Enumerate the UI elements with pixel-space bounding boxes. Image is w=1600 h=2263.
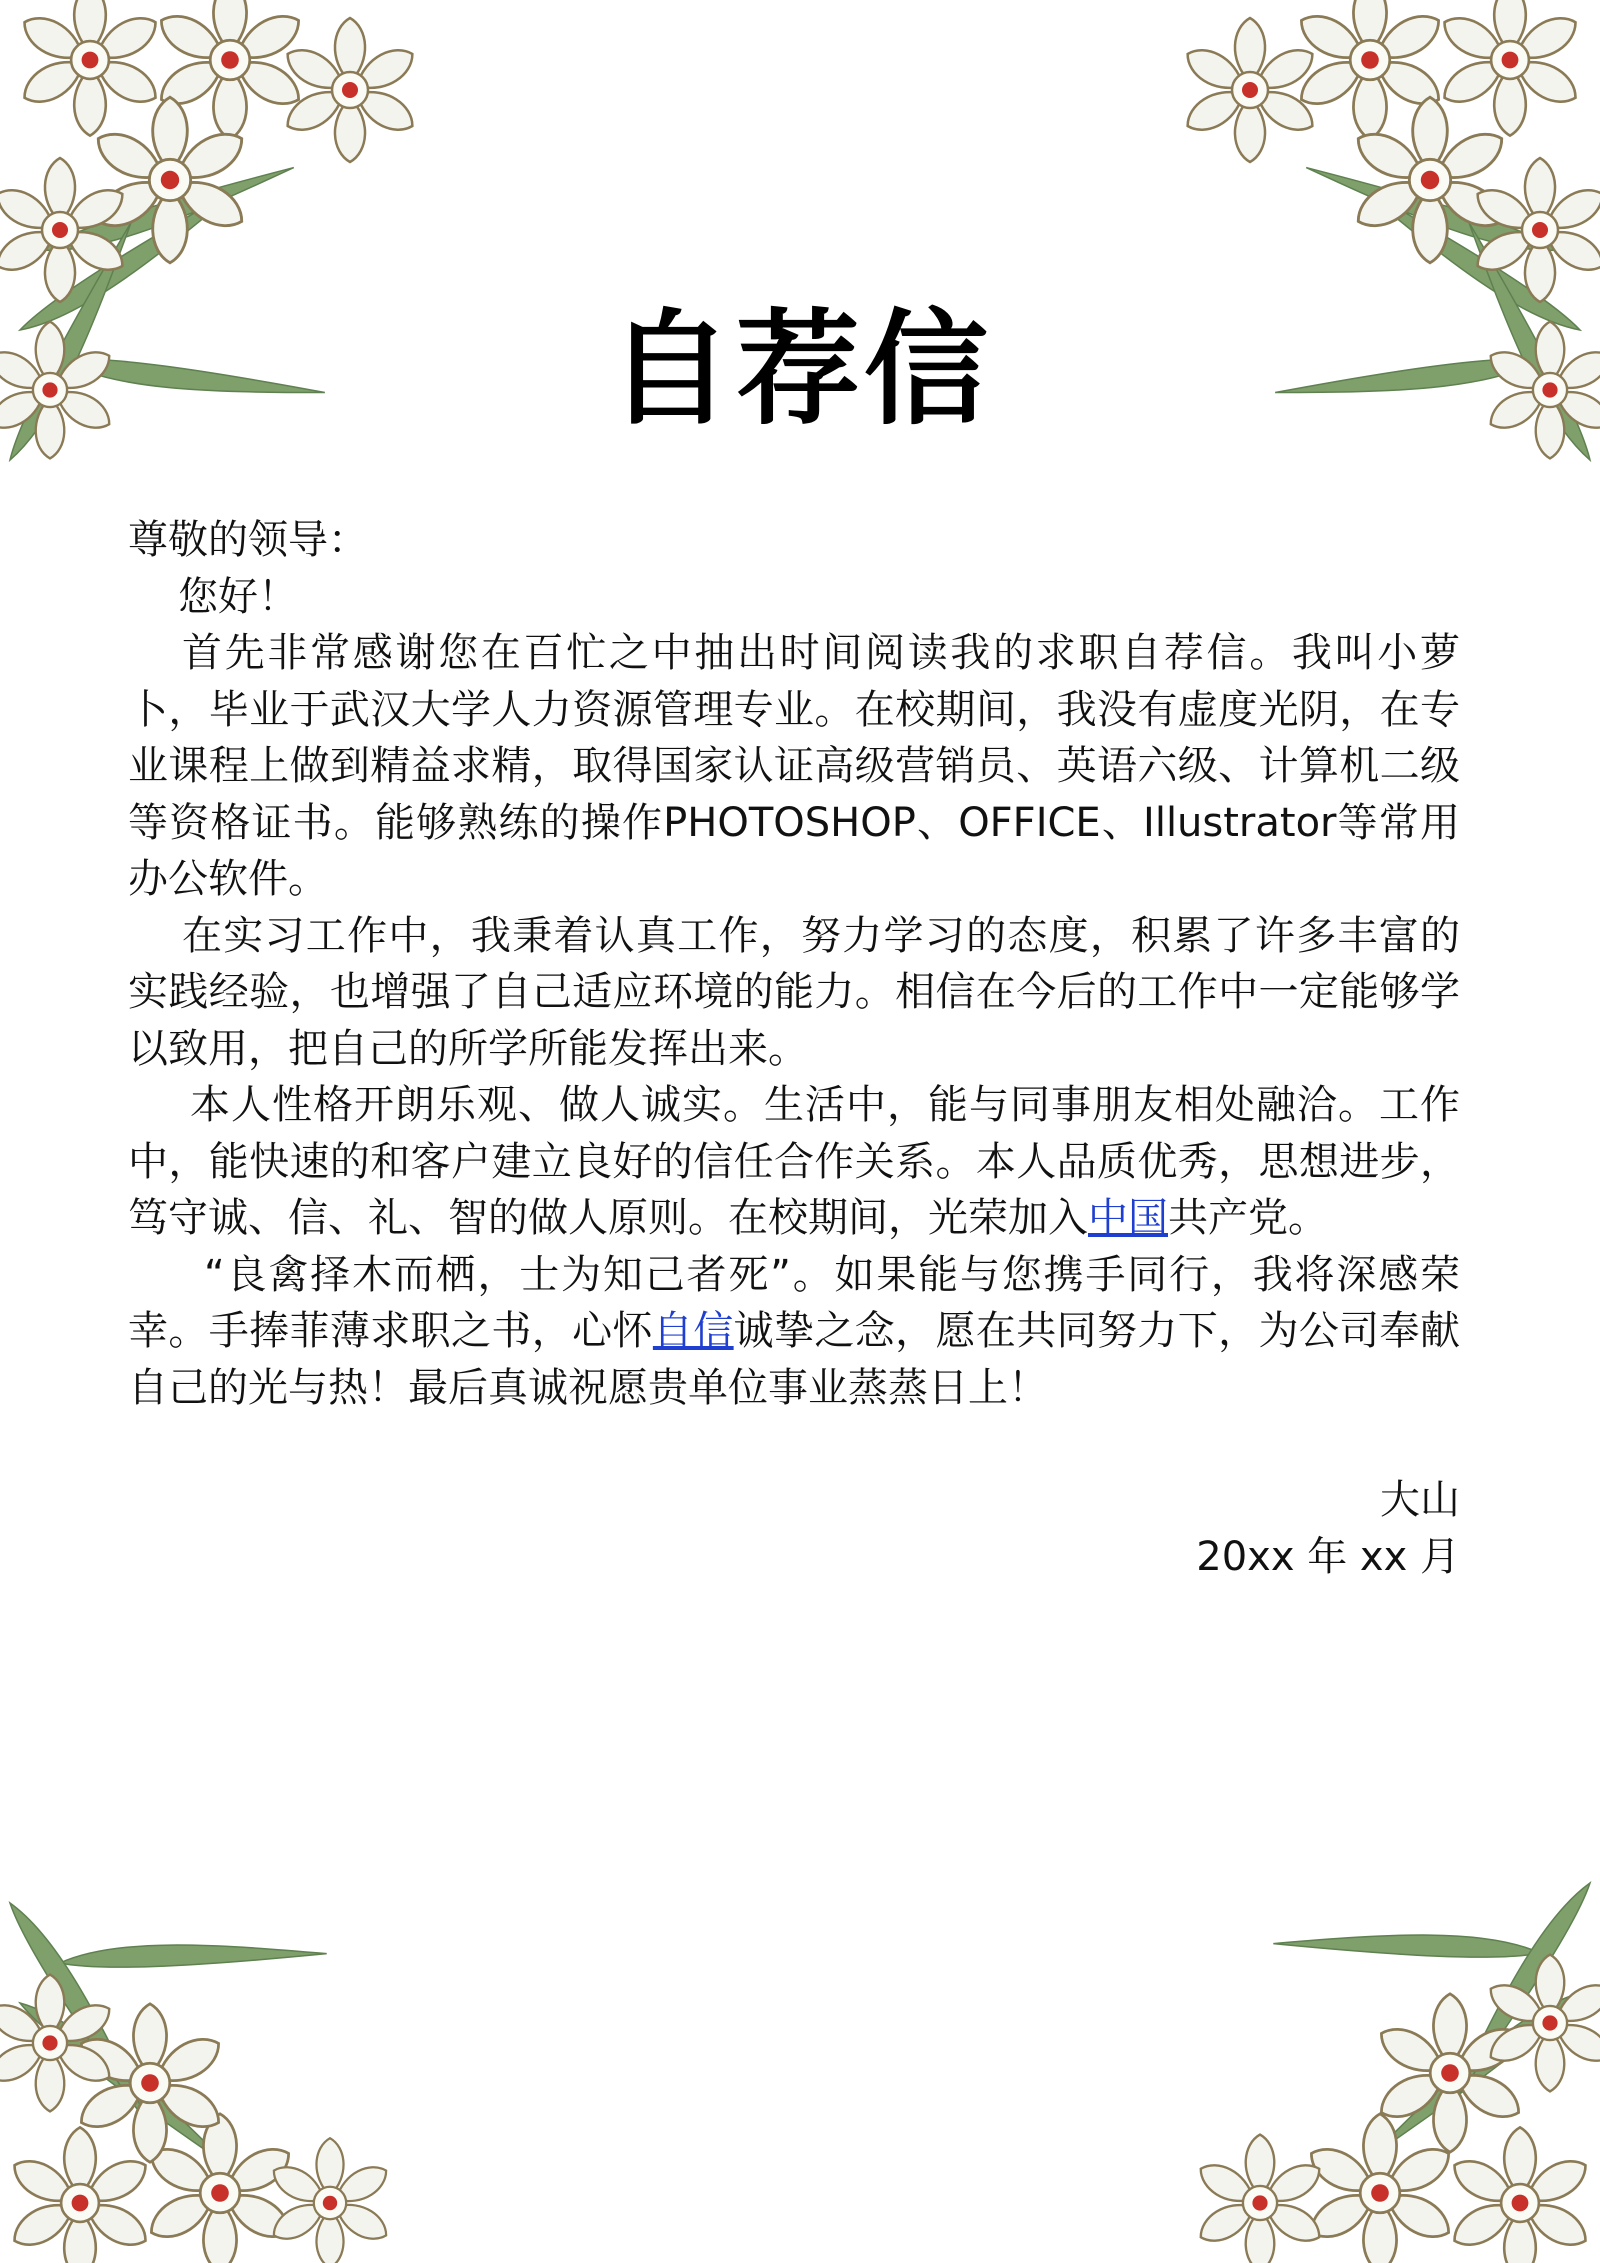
- paragraph-character: [128, 1077, 1460, 1247]
- letter-body: [128, 512, 1460, 1416]
- paragraph-closing-text: “良禽择木而栖，士为知己者死”。如果能与您携手同行，我将深感荣幸。手捧菲薄求职之书，心怀: [128, 1251, 1460, 1354]
- paragraph-closing: [128, 1247, 1460, 1417]
- link-zhongguo[interactable]: 中国: [1088, 1195, 1168, 1241]
- signature-block: [1196, 1472, 1460, 1585]
- paragraph-closing-end: 诚挚之念，愿在共同努力下，为公司奉献自己的光与热！最后真诚祝愿贵单位事业蒸蒸日上！: [128, 1308, 1460, 1411]
- signature-date: 20xx 年 xx 月: [1196, 1533, 1460, 1580]
- paragraph-internship: 在实习工作中，我秉着认真工作，努力学习的态度，积累了许多丰富的实践经验，也增强了自己适应环境的能力。相信在今后的工作中一定能够学以致用，把自己的所学所能发挥出来。: [128, 912, 1460, 1072]
- flower-corner-bottom-left: [0, 1843, 560, 2263]
- salutation: 尊敬的领导：: [128, 517, 368, 563]
- flower-corner-bottom-right: [1040, 1823, 1600, 2263]
- page-title: 自荐信: [607, 298, 992, 442]
- paragraph-character-text: 本人性格开朗乐观、做人诚实。生活中，能与同事朋友相处融洽。工作中，能快速的和客户建立良好的信任合作关系。本人品质优秀，思想进步，笃守诚、信、礼、智的做人原则。在校期间，光荣加入: [128, 1082, 1460, 1241]
- paragraph-character-end: 共产党。: [1168, 1195, 1328, 1241]
- link-zixin[interactable]: 自信: [652, 1308, 734, 1354]
- greeting: 您好！: [178, 573, 298, 620]
- signature-name: 大山: [1380, 1477, 1460, 1523]
- paragraph-intro: 首先非常感谢您在百忙之中抽出时间阅读我的求职自荐信。我叫小萝卜，毕业于武汉大学人力资源管理专业。在校期间，我没有虚度光阴，在专业课程上做到精益求精，取得国家认证高级营销员、英语六级、计算机二级等资格证书。能够熟练的操作PHOTOSHOP、OFFICE、Illustrator等常用办公软件。: [128, 630, 1460, 902]
